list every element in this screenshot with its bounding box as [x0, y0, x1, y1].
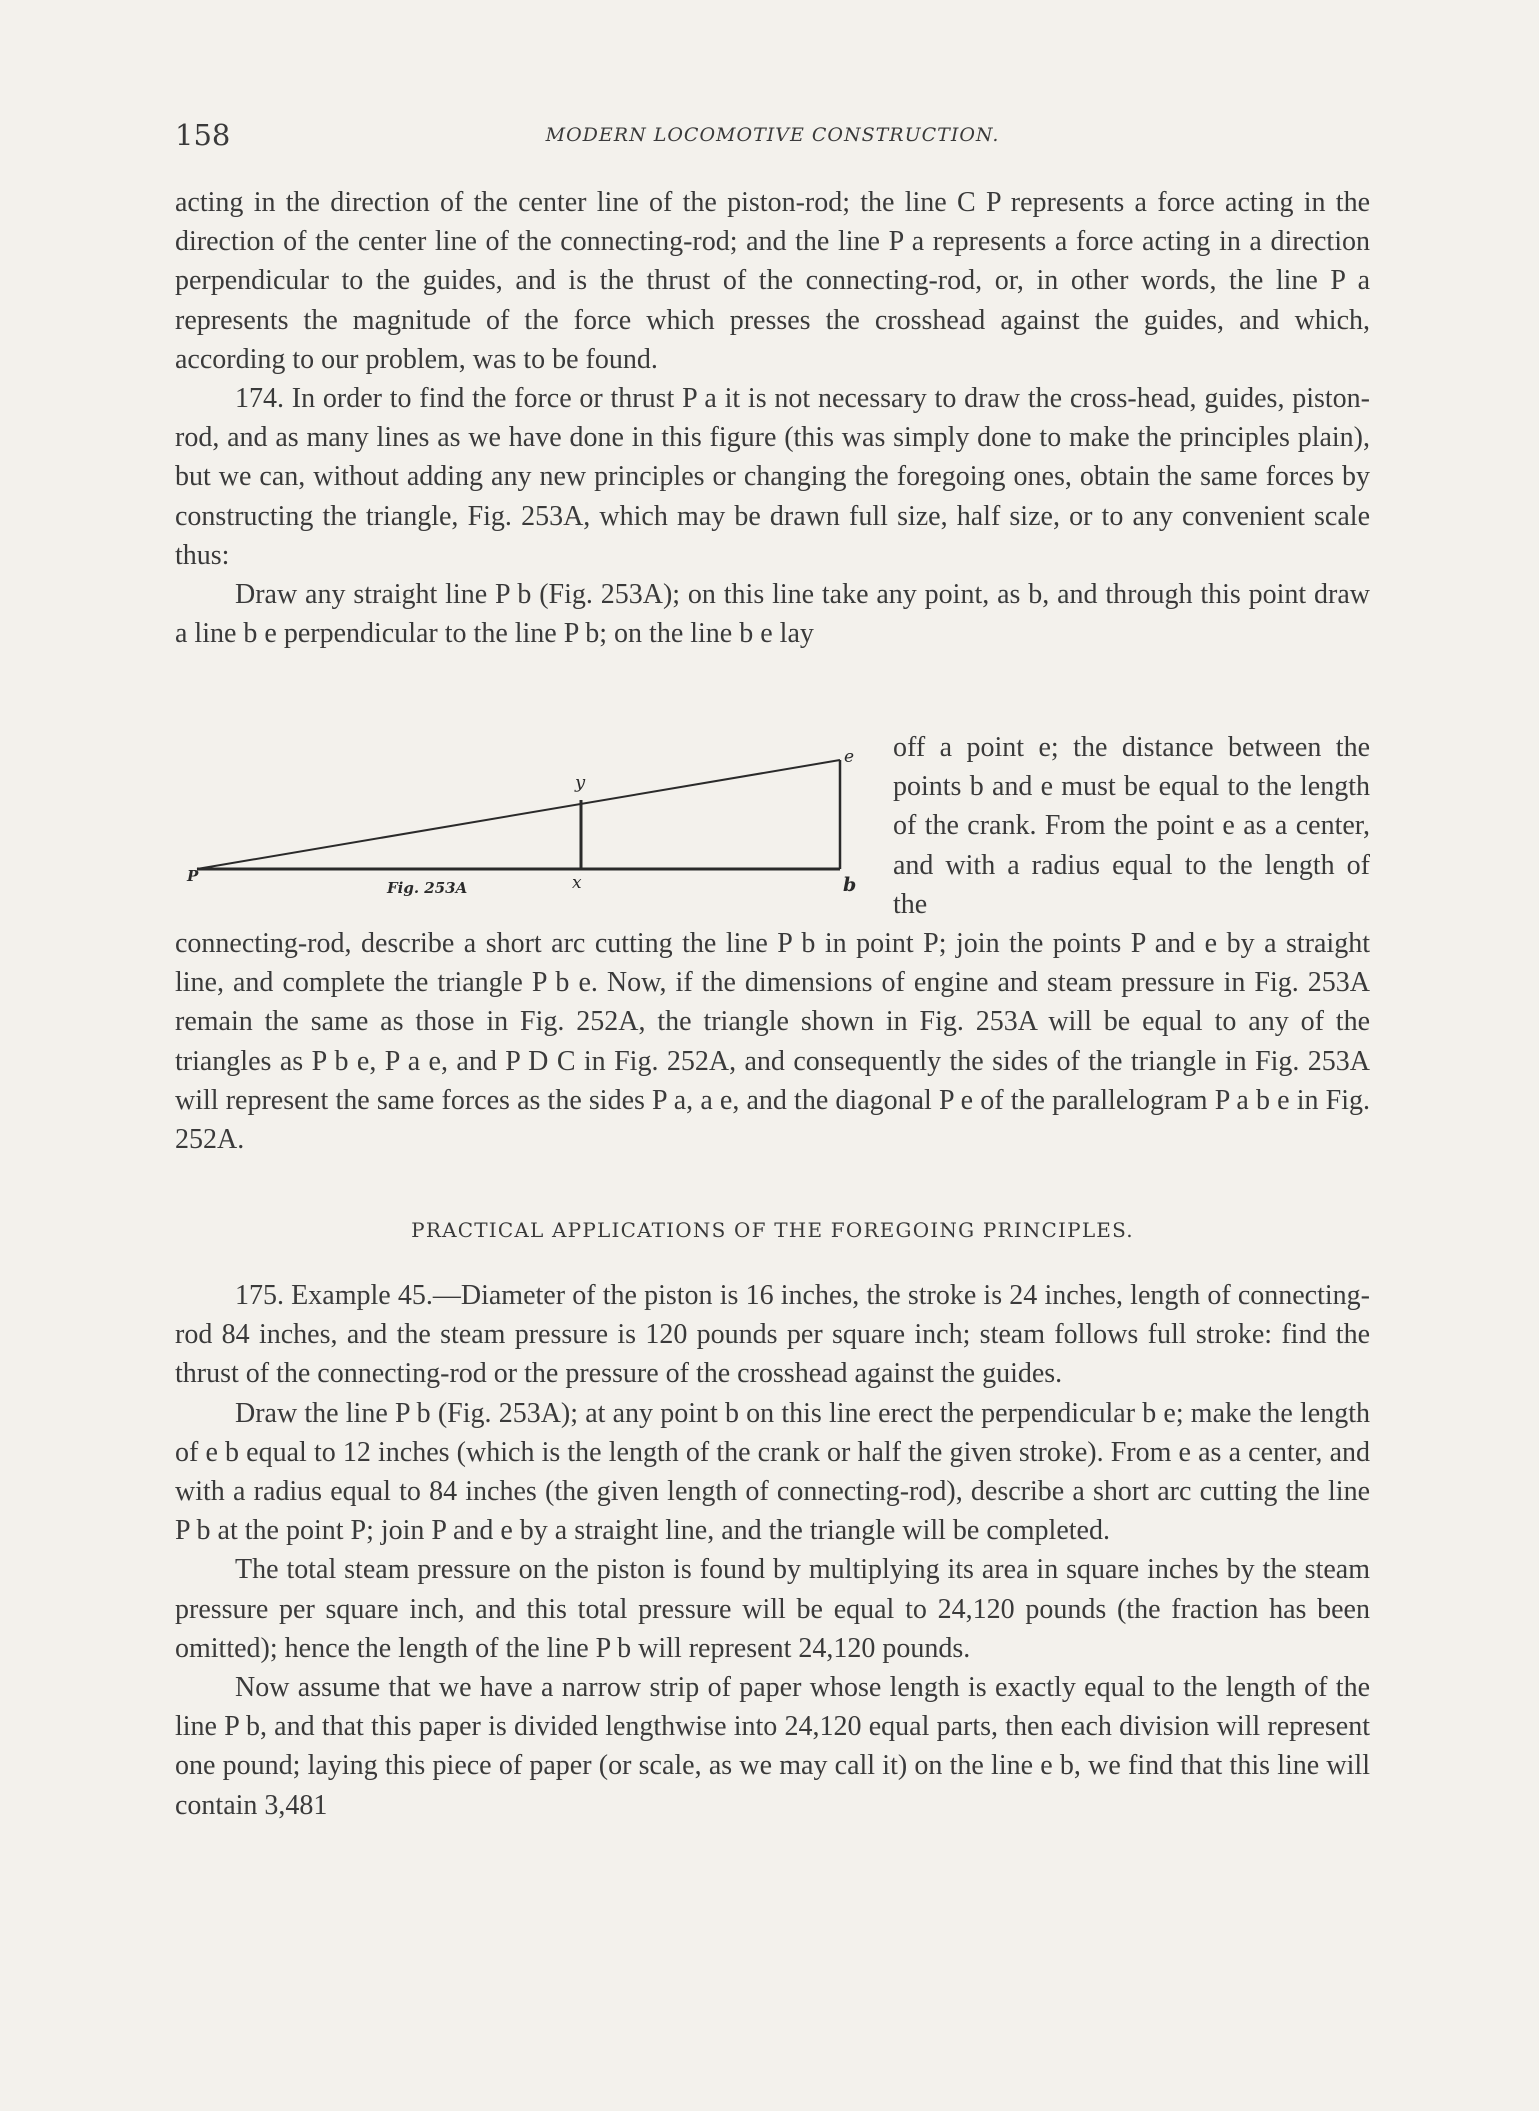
- running-title: MODERN LOCOMOTIVE CONSTRUCTION.: [545, 124, 1000, 146]
- line-Pe: [197, 760, 840, 869]
- text-block-3: [175, 1276, 1370, 1825]
- label-e: e: [844, 747, 855, 767]
- paragraph-total-pressure: The total steam pressure on the piston is found by multiplying its area in square inches by the steam pressure per square inch, and this total pressure will be equal to 24,120 pounds (the fraction has been omitted); hence the length of the line P b will represent 24,120 pounds.: [175, 1554, 1370, 1664]
- paragraph-paper-strip: Now assume that we have a narrow strip of paper whose length is exactly equal to the length of the line P b, and that this paper is divided lengthwise into 24,120 equal parts, then each division will represent one pound; laying this piece of paper (or scale, as we may call it) on the line e b, we find that this line will contain 3,481: [175, 1672, 1370, 1821]
- page-number: 158: [175, 118, 231, 152]
- label-y: y: [575, 772, 586, 793]
- paragraph-draw-end: connecting-rod, describe a short arc cutting the line P b in point P; join the points P and e by a straight line, and complete the triangle P b e. Now, if the dimensions of engine and steam pressure in Fig. 253A remain the same as those in Fig. 252A, the triangle shown in Fig. 253A will be equal to any of the triangles as P b e, P a e, and P D C in Fig. 252A, and consequently the sides of the triangle in Fig. 253A will represent the same forces as the sides P a, a e, and the diagonal P e of the parallelogram P a b e in Fig. 252A.: [175, 928, 1370, 1156]
- paragraph-draw-line: Draw the line P b (Fig. 253A); at any point b on this line erect the perpendicular b e; make the length of e b equal to 12 inches (which is the length of the crank or half the given stroke). From e as a center, and with a radius equal to 84 inches (the given length of connecting-rod), describe a short arc cutting the line P b at the point P; join P and e by a straight line, and the triangle will be completed.: [175, 1397, 1370, 1547]
- page-header: [175, 118, 1370, 158]
- section-heading: PRACTICAL APPLICATIONS OF THE FOREGOING PRINCIPLES.: [411, 1218, 1134, 1242]
- text-block-2: [175, 924, 1370, 1159]
- paragraph-draw-start: Draw any straight line P b (Fig. 253A); on this line take any point, as b, and through this point draw a line b e perpendicular to the line P b; on the line b e lay: [175, 579, 1370, 650]
- figure-caption: Fig. 253A: [387, 879, 468, 897]
- label-b: b: [843, 874, 857, 896]
- wrap-paragraph: off a point e; the distance between the points b and e must be equal to the length of the crank. From the point e as a center, and with a radius equal to the length of the: [893, 732, 1370, 920]
- paragraph-174: 174. In order to find the force or thrust P a it is not necessary to draw the cross-head, guides, piston-rod, and as many lines as we have done in this figure (this was simply done to make the principles plain), but we can, without adding any new principles or changing the foregoing ones, obtain the same forces by constructing the triangle, Fig. 253A, which may be drawn full size, half size, or to any convenient scale thus:: [175, 383, 1370, 571]
- label-x: x: [572, 873, 582, 893]
- paragraph-173-cont: acting in the direction of the center line of the piston-rod; the line C P represents a force acting in the direction of the center line of the connecting-rod; and the line P a represents a force acting in a direction perpendicular to the guides, and is the thrust of the connecting-rod, or, in other words, the line P a represents the magnitude of the force which presses the crosshead against the guides, and which, according to our problem, was to be found.: [175, 187, 1370, 375]
- text-block-1: [175, 183, 1370, 653]
- label-P: P: [187, 867, 199, 885]
- figure-253a: [175, 745, 865, 905]
- figure-wrap-text: [893, 728, 1370, 924]
- paragraph-175: 175. Example 45.—Diameter of the piston is 16 inches, the stroke is 24 inches, length of connecting-rod 84 inches, and the steam pressure is 120 pounds per square inch; steam follows full stroke: find the thrust of the connecting-rod or the pressure of the crosshead against the guides.: [175, 1280, 1370, 1390]
